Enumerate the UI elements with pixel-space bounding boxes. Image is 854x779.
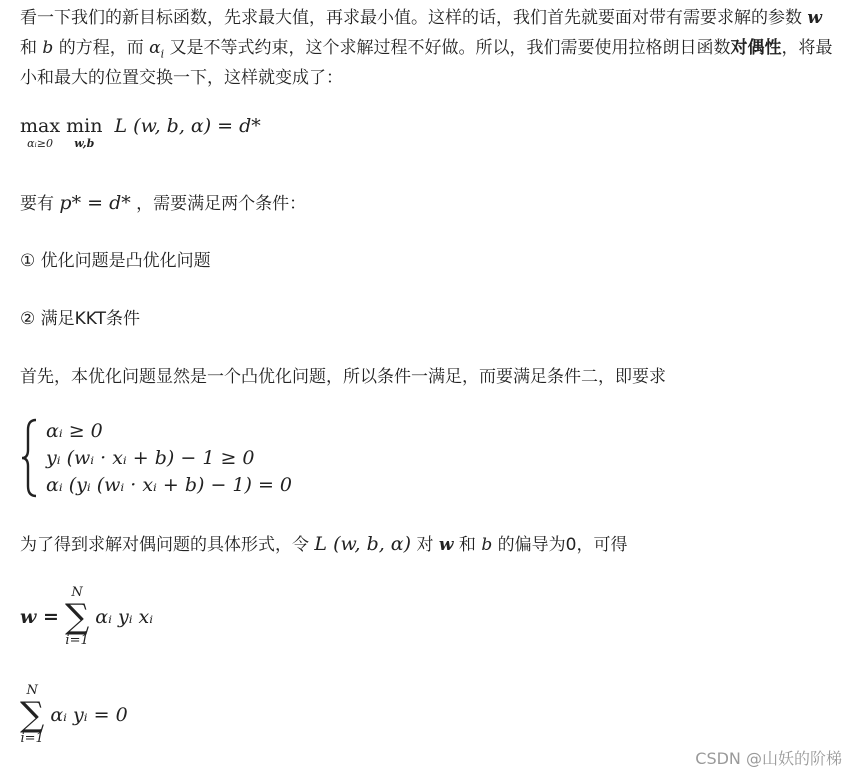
lagrangian-expr: L (w, b, α) = d* — [114, 115, 261, 137]
intro-bold-duality: 对偶性 — [730, 38, 782, 58]
intro-text-d: ，将最小和最大的位置交换一下，这样就变成了： — [20, 38, 833, 88]
paragraph-condition: 要有 p* = d* ，需要满足两个条件： — [20, 192, 307, 214]
intro-and: 和 — [20, 38, 37, 58]
min-operator: min w,b — [66, 115, 103, 150]
kkt-line-3: αᵢ (yᵢ (wᵢ · xᵢ + b) − 1) = 0 — [46, 474, 293, 496]
intro-text-c: 又是不等式约束，这个求解过程不好做。所以，我们需要使用拉格朗日函数 — [169, 38, 731, 58]
intro-text-b: 的方程，而 — [58, 38, 144, 58]
symbol-b-2: b — [481, 535, 493, 555]
symbol-b: b — [42, 38, 54, 58]
summation-icon-2: N ∑ i=1 — [20, 683, 45, 746]
equation-w: w = N ∑ i=1 αᵢ yᵢ xᵢ — [20, 585, 154, 648]
symbol-alpha-i: $\alpha_i$ — [149, 38, 165, 61]
symbol-w: w — [807, 8, 823, 28]
max-operator: max αᵢ≥0 — [20, 115, 61, 150]
symbol-w-2: w — [438, 535, 454, 555]
equation-maxmin — [20, 115, 261, 150]
lagrangian-ref: L (w, b, α) — [314, 533, 412, 555]
paragraph-derivative: 为了得到求解对偶问题的具体形式，令 L (w, b, α) 对 w 和 b 的偏导为0，可得 — [20, 533, 628, 555]
strong-duality-expr: p* = d* — [59, 192, 131, 214]
paragraph-intro — [20, 3, 840, 93]
left-brace-icon — [20, 418, 40, 498]
kkt-line-2: yᵢ (wᵢ · xᵢ + b) − 1 ≥ 0 — [46, 447, 255, 469]
kkt-line-1: αᵢ ≥ 0 — [46, 420, 103, 442]
condition-2: ② 满足KKT条件 — [20, 309, 141, 329]
intro-text-a: 看一下我们的新目标函数，先求最大值，再求最小值。这样的话，我们首先就要面对带有需要求解的参数 — [20, 8, 802, 28]
paragraph-kkt: 首先，本优化问题显然是一个凸优化问题，所以条件一满足，而要满足条件二，即要求 — [20, 367, 666, 387]
condition-1: ① 优化问题是凸优化问题 — [20, 251, 211, 271]
summation-icon: N ∑ i=1 — [64, 585, 90, 648]
kkt-system — [20, 418, 420, 502]
equation-sum-alpha-y: N ∑ i=1 αᵢ yᵢ = 0 — [20, 683, 128, 746]
csdn-watermark: CSDN @山妖的阶梯 — [695, 749, 842, 768]
